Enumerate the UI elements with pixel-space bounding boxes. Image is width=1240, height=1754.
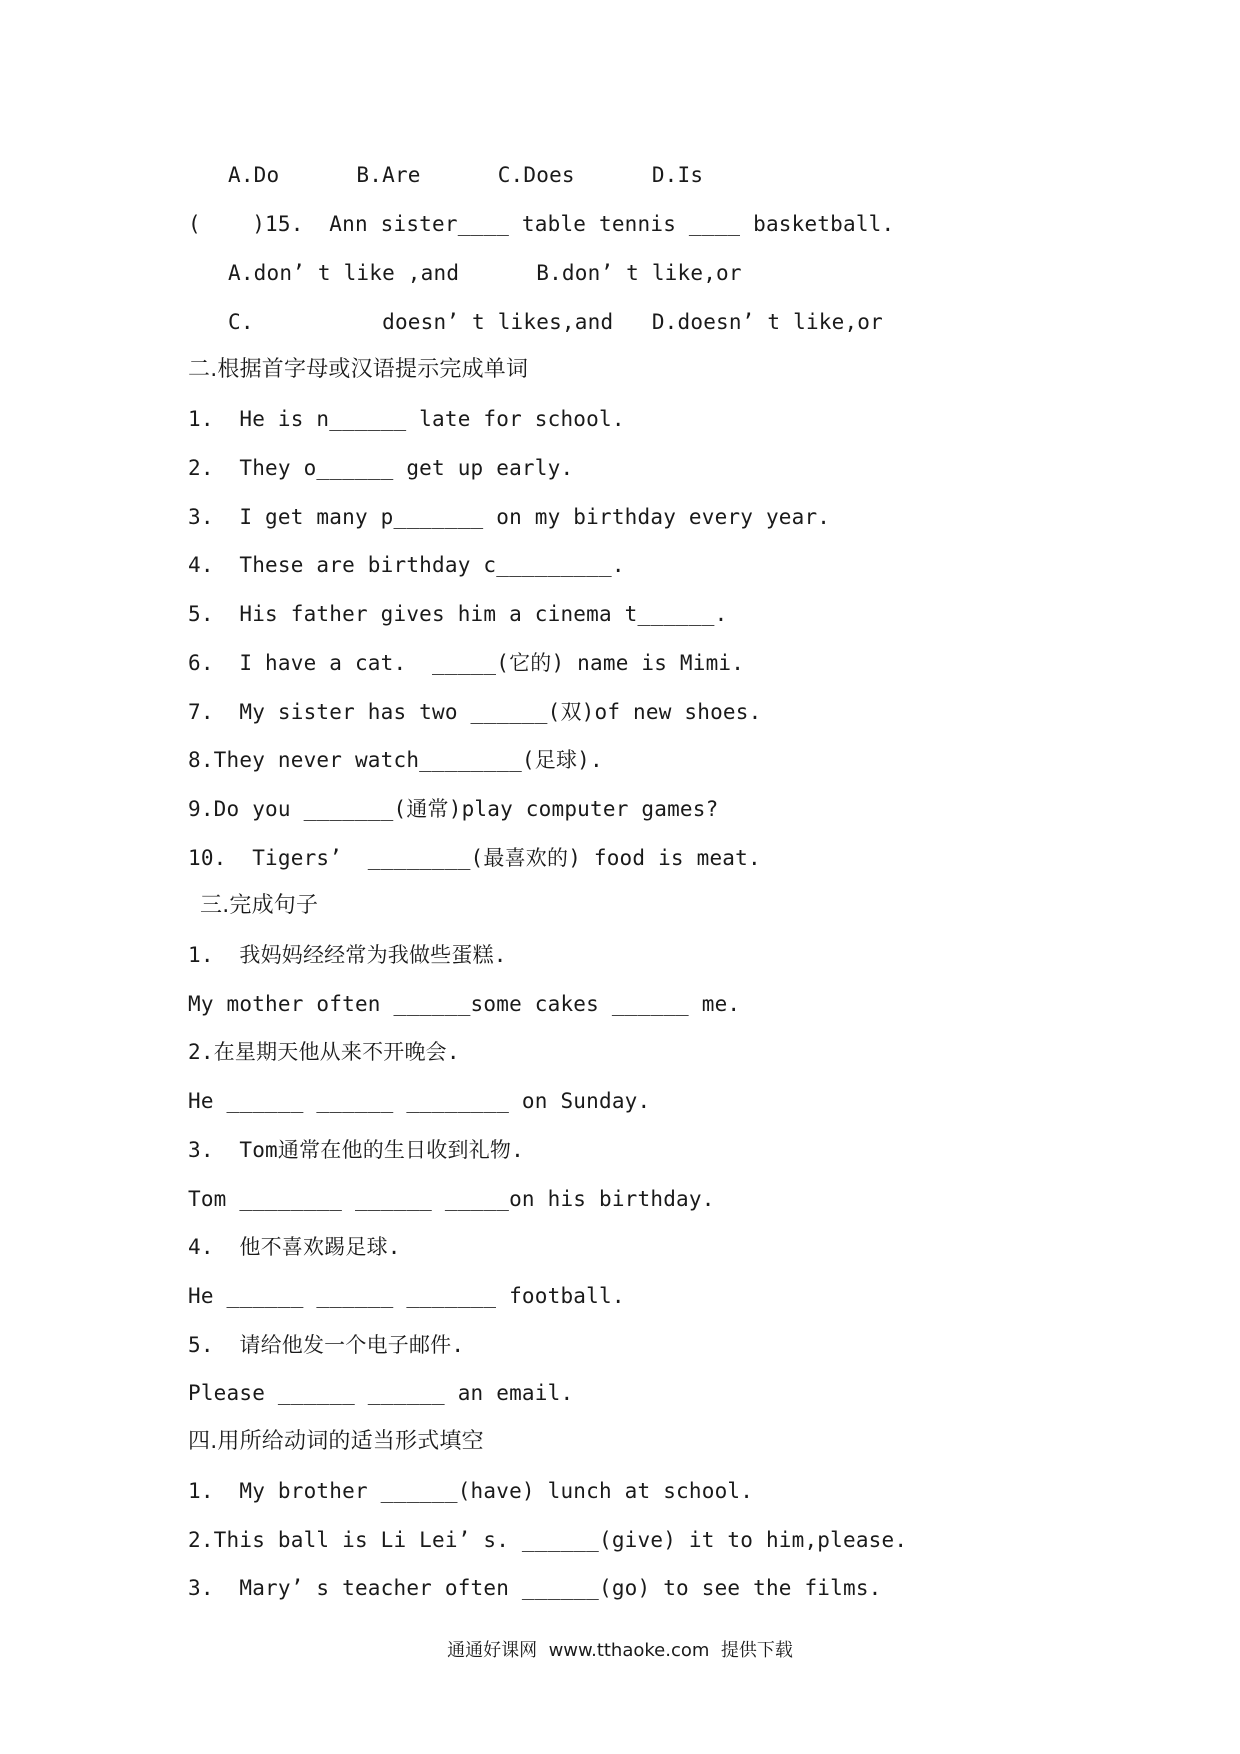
section2-item: 4. These are birthday c_________. xyxy=(188,553,625,577)
section2-item: 7. My sister has two ______(双)of new shoes. xyxy=(188,700,762,724)
section2-item: 1. He is n______ late for school. xyxy=(188,407,625,431)
section3-item: 1. 我妈妈经经常为我做些蛋糕. xyxy=(188,943,507,967)
section2-item: 10. Tigers’ ________(最喜欢的) food is meat. xyxy=(188,846,761,870)
page-footer: 通通好课网 www.tthaoke.com 提供下载 xyxy=(447,1640,793,1661)
section3-item: 2.在星期天他从来不开晚会. xyxy=(188,1040,460,1064)
q15-options-ab: A.don’ t like ,and B.don’ t like,or xyxy=(228,261,742,285)
section2-item: 6. I have a cat. _____(它的) name is Mimi. xyxy=(188,651,745,675)
section3-item: Tom ________ ______ _____on his birthday. xyxy=(188,1187,715,1211)
q15-options-cd: C. doesn’ t likes,and D.doesn’ t like,or xyxy=(228,310,883,334)
section3-title: 三.完成句子 xyxy=(200,893,319,918)
section4-title: 四.用所给动词的适当形式填空 xyxy=(188,1429,484,1454)
section2-item: 9.Do you _______(通常)play computer games? xyxy=(188,797,719,821)
section4-item: 2.This ball is Li Lei’ s. ______(give) it to him,please. xyxy=(188,1528,908,1552)
section2-item: 3. I get many p_______ on my birthday every year. xyxy=(188,505,831,529)
section2-item: 8.They never watch________(足球). xyxy=(188,748,603,772)
section3-item: My mother often ______some cakes ______ me. xyxy=(188,992,741,1016)
section3-item: 5. 请给他发一个电子邮件. xyxy=(188,1333,465,1357)
q14-options: A.Do B.Are C.Does D.Is xyxy=(228,163,704,187)
section2-title: 二.根据首字母或汉语提示完成单词 xyxy=(188,357,529,382)
section3-item: Please ______ ______ an email. xyxy=(188,1381,574,1405)
section3-item: He ______ ______ ________ on Sunday. xyxy=(188,1089,651,1113)
section2-item: 5. His father gives him a cinema t______. xyxy=(188,602,728,626)
section4-item: 1. My brother ______(have) lunch at school. xyxy=(188,1479,754,1503)
q15-stem: ( )15. Ann sister____ table tennis ____ basketball. xyxy=(188,212,895,236)
section3-item: 4. 他不喜欢踢足球. xyxy=(188,1235,401,1259)
section4-item: 3. Mary’ s teacher often ______(go) to see the films. xyxy=(188,1576,882,1600)
section3-item: 3. Tom通常在他的生日收到礼物. xyxy=(188,1138,524,1162)
section2-item: 2. They o______ get up early. xyxy=(188,456,574,480)
section3-item: He ______ ______ _______ football. xyxy=(188,1284,625,1308)
